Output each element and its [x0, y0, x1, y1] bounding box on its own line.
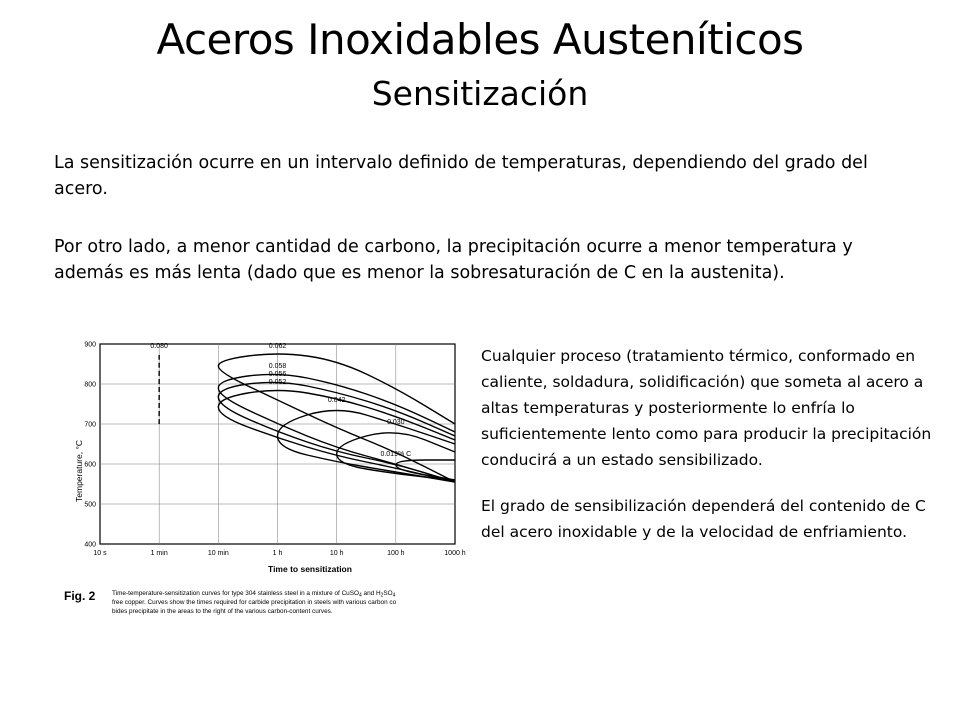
x-tick-label: 1 min [150, 550, 168, 557]
chart-curves [150, 343, 455, 482]
x-tick-label: 10 min [207, 550, 229, 557]
paragraph-sensitization-range: La sensitización ocurre en un intervalo definido de temperaturas, dependiendo del grado del acero. [54, 153, 868, 199]
y-tick-label: 900 [84, 341, 96, 349]
curve-label: 0.056 [268, 371, 287, 378]
y-tick-label: 500 [84, 501, 96, 509]
curve-label: 0.058 [268, 363, 287, 370]
slide-subtitle: Sensitización [371, 74, 589, 113]
curve-label: 0.052 [268, 379, 287, 386]
y-tick-label: 700 [84, 421, 96, 429]
figure-number: Fig. 2 [64, 589, 96, 603]
paragraph-carbon-effect: Por otro lado, a menor cantidad de carbono, la precipitación ocurre a menor temperatura y además es más lenta (dado que es menor la sobresaturación de C en la austenita). [54, 237, 853, 283]
x-tick-label: 1000 h [444, 550, 466, 557]
curve-label: 0.019% C [380, 451, 412, 458]
y-axis-title: Temperature, °C [74, 440, 84, 502]
y-tick-label: 800 [84, 381, 96, 389]
curve-label: 0.080 [150, 343, 168, 350]
curve-label: 0.062 [268, 343, 287, 350]
x-tick-label: 10 h [329, 550, 344, 557]
x-axis-title: Time to sensitization [268, 564, 352, 574]
y-tick-label: 400 [84, 541, 96, 549]
side-paragraph-process: Cualquier proceso (tratamiento térmico, conformado en caliente, soldadura, solidificación) que someta al acero a altas temperaturas y posteriormente lo enfría lo suficientemente lento como para producir la precipitación conducirá a un estado sensibilizado. [481, 347, 932, 469]
curve-label: 0.030 [387, 419, 405, 426]
figure-caption-line3: bides precipitate in the areas to the right of the various carbon-content curves. [112, 608, 333, 615]
figure-caption-line2: free copper. Curves show the times required for carbide precipitation in steels with various carbon co [112, 599, 397, 606]
x-tick-label: 10 s [93, 550, 107, 557]
side-paragraph-degree: El grado de sensibilización dependerá del contenido de C del acero inoxidable y de la velocidad de enfriamiento. [481, 497, 926, 541]
figure-caption-line1: Time-temperature-sensitization curves for type 304 stainless steel in a mixture of CuSO$_4$ and $H_2SO_4$ [112, 590, 396, 599]
x-tick-label: 100 h [387, 550, 405, 557]
x-tick-label: 1 h [272, 550, 283, 557]
y-tick-label: 600 [84, 461, 96, 469]
ttt-sensitization-figure [60, 336, 466, 626]
slide-title: Aceros Inoxidables Austeníticos [156, 15, 804, 64]
curve-label: 0.042 [327, 397, 346, 404]
